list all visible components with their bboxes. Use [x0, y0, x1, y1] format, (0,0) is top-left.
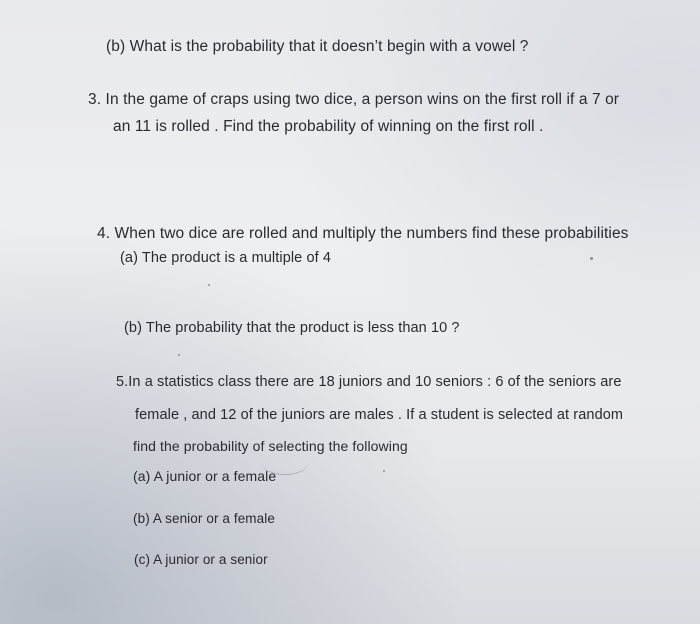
paper-speck	[208, 284, 210, 286]
paper-speck	[383, 470, 385, 472]
question-3-text-line-2: an 11 is rolled . Find the probability of winning on the first roll .	[113, 118, 544, 135]
pencil-mark	[262, 452, 308, 475]
question-3-text-line-1: 3. In the game of craps using two dice, a person wins on the first roll if a 7 or	[88, 91, 620, 108]
question-5-text-line-3: find the probability of selecting the following	[133, 438, 408, 454]
question-5-text-line-2: female , and 12 of the juniors are males . If a student is selected at random	[135, 407, 624, 423]
question-4-text: 4. When two dice are rolled and multiply the numbers find these probabilities	[97, 225, 629, 242]
question-2b-text: (b) What is the probability that it doesn’t begin with a vowel ?	[106, 38, 529, 55]
question-4b-text: (b) The probability that the product is less than 10 ?	[124, 320, 460, 336]
question-5c-text: (c) A junior or a senior	[134, 552, 268, 567]
paper-speck	[590, 257, 593, 260]
question-5a-text: (a) A junior or a female	[133, 468, 277, 484]
question-4a-text: (a) The product is a multiple of 4	[120, 250, 332, 266]
question-5b-text: (b) A senior or a female	[133, 511, 275, 526]
question-5-text-line-1: 5.In a statistics class there are 18 juniors and 10 seniors : 6 of the seniors are	[116, 374, 622, 390]
paper-speck	[178, 354, 180, 356]
